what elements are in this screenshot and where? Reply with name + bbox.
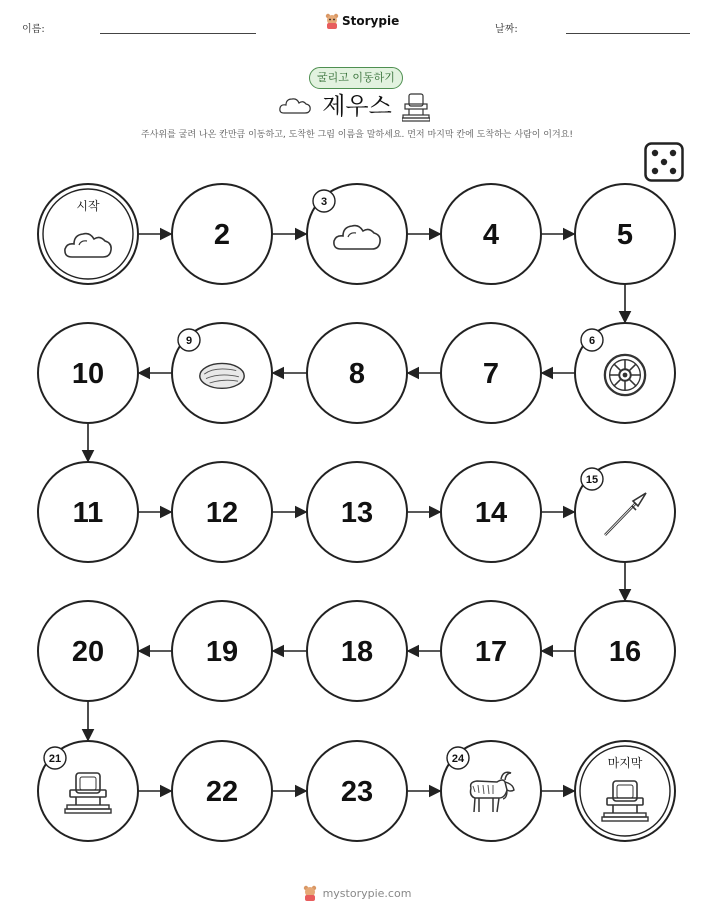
badge-number: 9: [185, 335, 193, 347]
space-number: 22: [205, 776, 239, 808]
space-number: 16: [608, 636, 642, 668]
space-number: 12: [205, 497, 239, 529]
board-space-13[interactable]: [307, 462, 407, 562]
footer: [0, 885, 714, 901]
page-title: 제우스: [322, 92, 392, 120]
activity-tag: 굴리고 이동하기: [309, 67, 403, 89]
badge-number: 6: [588, 335, 596, 347]
wheel-icon: [605, 355, 645, 395]
board-space-20[interactable]: [38, 601, 138, 701]
space-number: 2: [213, 219, 231, 251]
space-number: 20: [71, 636, 105, 668]
space-number: 14: [474, 497, 508, 529]
space-number: 17: [474, 636, 508, 668]
board-space-17[interactable]: [441, 601, 541, 701]
board-space-6[interactable]: [575, 323, 675, 423]
space-number: 13: [340, 497, 374, 529]
board-space-1[interactable]: [38, 184, 138, 284]
bear-icon: [303, 885, 317, 901]
instructions: 주사위를 굴려 나온 칸만큼 이동하고, 도착한 그림 이름을 말하세요. 먼저 마지막 칸에 도착하는 사람이 이겨요!: [141, 130, 573, 140]
board-space-19[interactable]: [172, 601, 272, 701]
board-space-4[interactable]: [441, 184, 541, 284]
board-space-25[interactable]: [575, 741, 675, 841]
space-number: 7: [482, 358, 500, 390]
space-number: 11: [72, 497, 104, 529]
board-space-11[interactable]: [38, 462, 138, 562]
badge-number: 15: [585, 474, 599, 486]
board-space-16[interactable]: [575, 601, 675, 701]
stone-icon: [200, 363, 244, 388]
board-space-14[interactable]: [441, 462, 541, 562]
finish-label: 마지막: [607, 756, 643, 770]
board-space-9[interactable]: [172, 323, 272, 423]
space-number: 8: [348, 358, 366, 390]
board-space-3[interactable]: [307, 184, 407, 284]
board-space-23[interactable]: [307, 741, 407, 841]
badge-number: 24: [451, 753, 465, 765]
start-label: 시작: [76, 199, 100, 213]
board-space-24[interactable]: [441, 741, 541, 841]
footer-url[interactable]: mystorypie.com: [322, 886, 412, 900]
board-space-7[interactable]: [441, 323, 541, 423]
board-space-5[interactable]: [575, 184, 675, 284]
space-number: 5: [616, 219, 634, 251]
board-space-12[interactable]: [172, 462, 272, 562]
board-space-10[interactable]: [38, 323, 138, 423]
badge-number: 21: [48, 753, 62, 765]
board-space-8[interactable]: [307, 323, 407, 423]
space-number: 19: [205, 636, 239, 668]
space-number: 4: [482, 219, 500, 251]
space-number: 10: [71, 358, 105, 390]
board-space-2[interactable]: [172, 184, 272, 284]
brand-name: Storypie: [342, 14, 400, 28]
name-label: 이름:: [22, 24, 45, 35]
board-space-18[interactable]: [307, 601, 407, 701]
board-space-21[interactable]: [38, 741, 138, 841]
space-number: 23: [340, 776, 374, 808]
date-label: 날짜:: [495, 24, 518, 35]
board-space-15[interactable]: [575, 462, 675, 562]
badge-number: 3: [320, 196, 328, 208]
board-space-22[interactable]: [172, 741, 272, 841]
space-number: 18: [340, 636, 374, 668]
